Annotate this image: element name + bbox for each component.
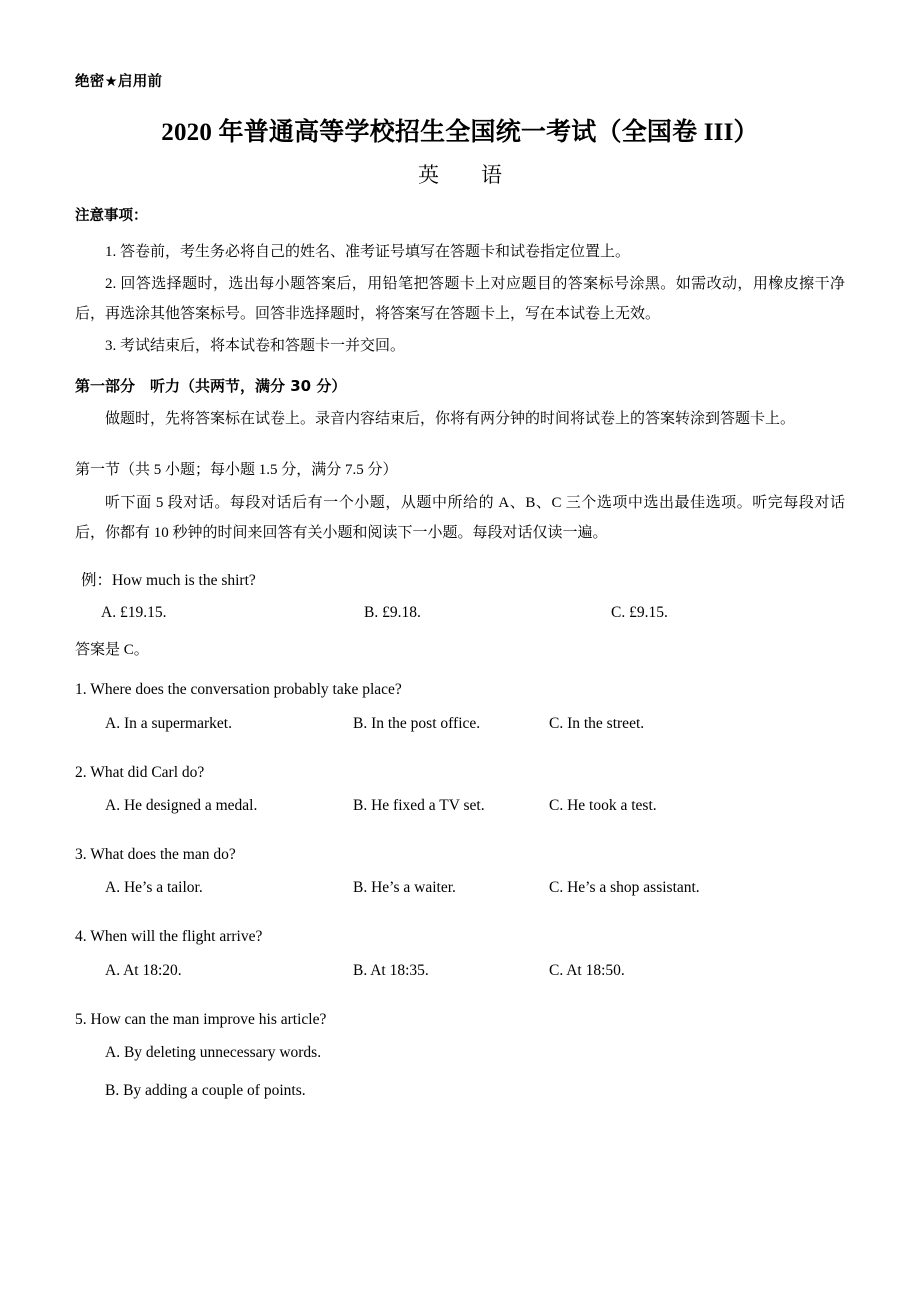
page-title: 2020 年普通高等学校招生全国统一考试（全国卷 III）	[161, 118, 759, 146]
question-options	[75, 795, 845, 827]
option-c[interactable]: C. He took a test.	[549, 796, 657, 814]
question-options	[75, 877, 845, 909]
part-one-intro-wrap	[75, 404, 845, 434]
option-a[interactable]: A. In a supermarket.	[105, 714, 232, 732]
example-option-b[interactable]: B. £9.18.	[364, 604, 421, 622]
example-option-c[interactable]: C. £9.15.	[611, 604, 668, 622]
example-answer-line: 答案是 C。	[75, 642, 149, 659]
option-b[interactable]: B. In the post office.	[353, 714, 481, 732]
notice-item: 1. 答卷前，考生务必将自己的姓名、准考证号填写在答题卡和试卷指定位置上。	[105, 243, 631, 260]
example-question	[75, 570, 845, 632]
option-a[interactable]: A. By deleting unnecessary words.	[105, 1044, 322, 1062]
question-stem: 2. What did Carl do?	[75, 763, 205, 781]
option-b[interactable]: B. He’s a waiter.	[353, 879, 456, 897]
question-options	[75, 960, 845, 992]
question-2	[75, 762, 845, 827]
notice-list	[75, 237, 845, 361]
question-stem: 1. Where does the conversation probably take place?	[75, 681, 402, 699]
option-c[interactable]: C. At 18:50.	[549, 961, 625, 979]
option-b[interactable]: B. He fixed a TV set.	[353, 796, 485, 814]
option-a[interactable]: A. He’s a tailor.	[105, 879, 203, 897]
question-1	[75, 679, 845, 744]
option-c[interactable]: C. He’s a shop assistant.	[549, 879, 700, 897]
option-b[interactable]: B. At 18:35.	[353, 961, 429, 979]
part-one-intro: 做题时，先将答案标在试卷上。录音内容结束后，你将有两分钟的时间将试卷上的答案转涂到答题卡上。	[105, 410, 796, 427]
question-stem: 4. When will the flight arrive?	[75, 928, 263, 946]
notice-heading: 注意事项：	[75, 208, 148, 225]
section-one-intro-wrap	[75, 488, 845, 548]
notice-item: 3. 考试结束后，将本试卷和答题卡一并交回。	[105, 337, 406, 354]
question-3	[75, 844, 845, 909]
part-one-heading: 第一部分 听力（共两节，满分 30 分）	[75, 376, 347, 395]
section-one-heading: 第一节（共 5 小题；每小题 1.5 分，满分 7.5 分）	[75, 461, 398, 478]
notice-item: 2. 回答选择题时，选出每小题答案后，用铅笔把答题卡上对应题目的答案标号涂黑。如需改动，用橡皮擦干净后，再选涂其他答案标号。回答非选择题时，将答案写在答题卡上，写在本试卷上无效。	[75, 275, 845, 322]
option-a[interactable]: A. At 18:20.	[105, 961, 182, 979]
subject-title: 英 语	[418, 163, 502, 188]
section-one-intro: 听下面 5 段对话。每段对话后有一个小题，从题中所给的 A、B、C 三个选项中选出最佳选项。听完每段对话后，你都有 10 秒钟的时间来回答有关小题和阅读下一小题。每段对话仅读一遍。	[75, 494, 845, 541]
question-4	[75, 926, 845, 991]
example-stem: 例：How much is the shirt?	[81, 571, 256, 589]
question-5	[75, 1009, 845, 1102]
option-b[interactable]: B. By adding a couple of points.	[105, 1081, 306, 1099]
secrecy-notice: 绝密★启用前	[75, 74, 163, 90]
option-c[interactable]: C. In the street.	[549, 714, 645, 732]
example-options	[75, 602, 845, 632]
option-a[interactable]: A. He designed a medal.	[105, 796, 258, 814]
example-option-a[interactable]: A. £19.15.	[101, 604, 167, 622]
question-stem: 3. What does the man do?	[75, 845, 236, 863]
question-options	[75, 713, 845, 745]
question-options	[75, 1042, 845, 1102]
question-stem: 5. How can the man improve his article?	[75, 1010, 327, 1028]
